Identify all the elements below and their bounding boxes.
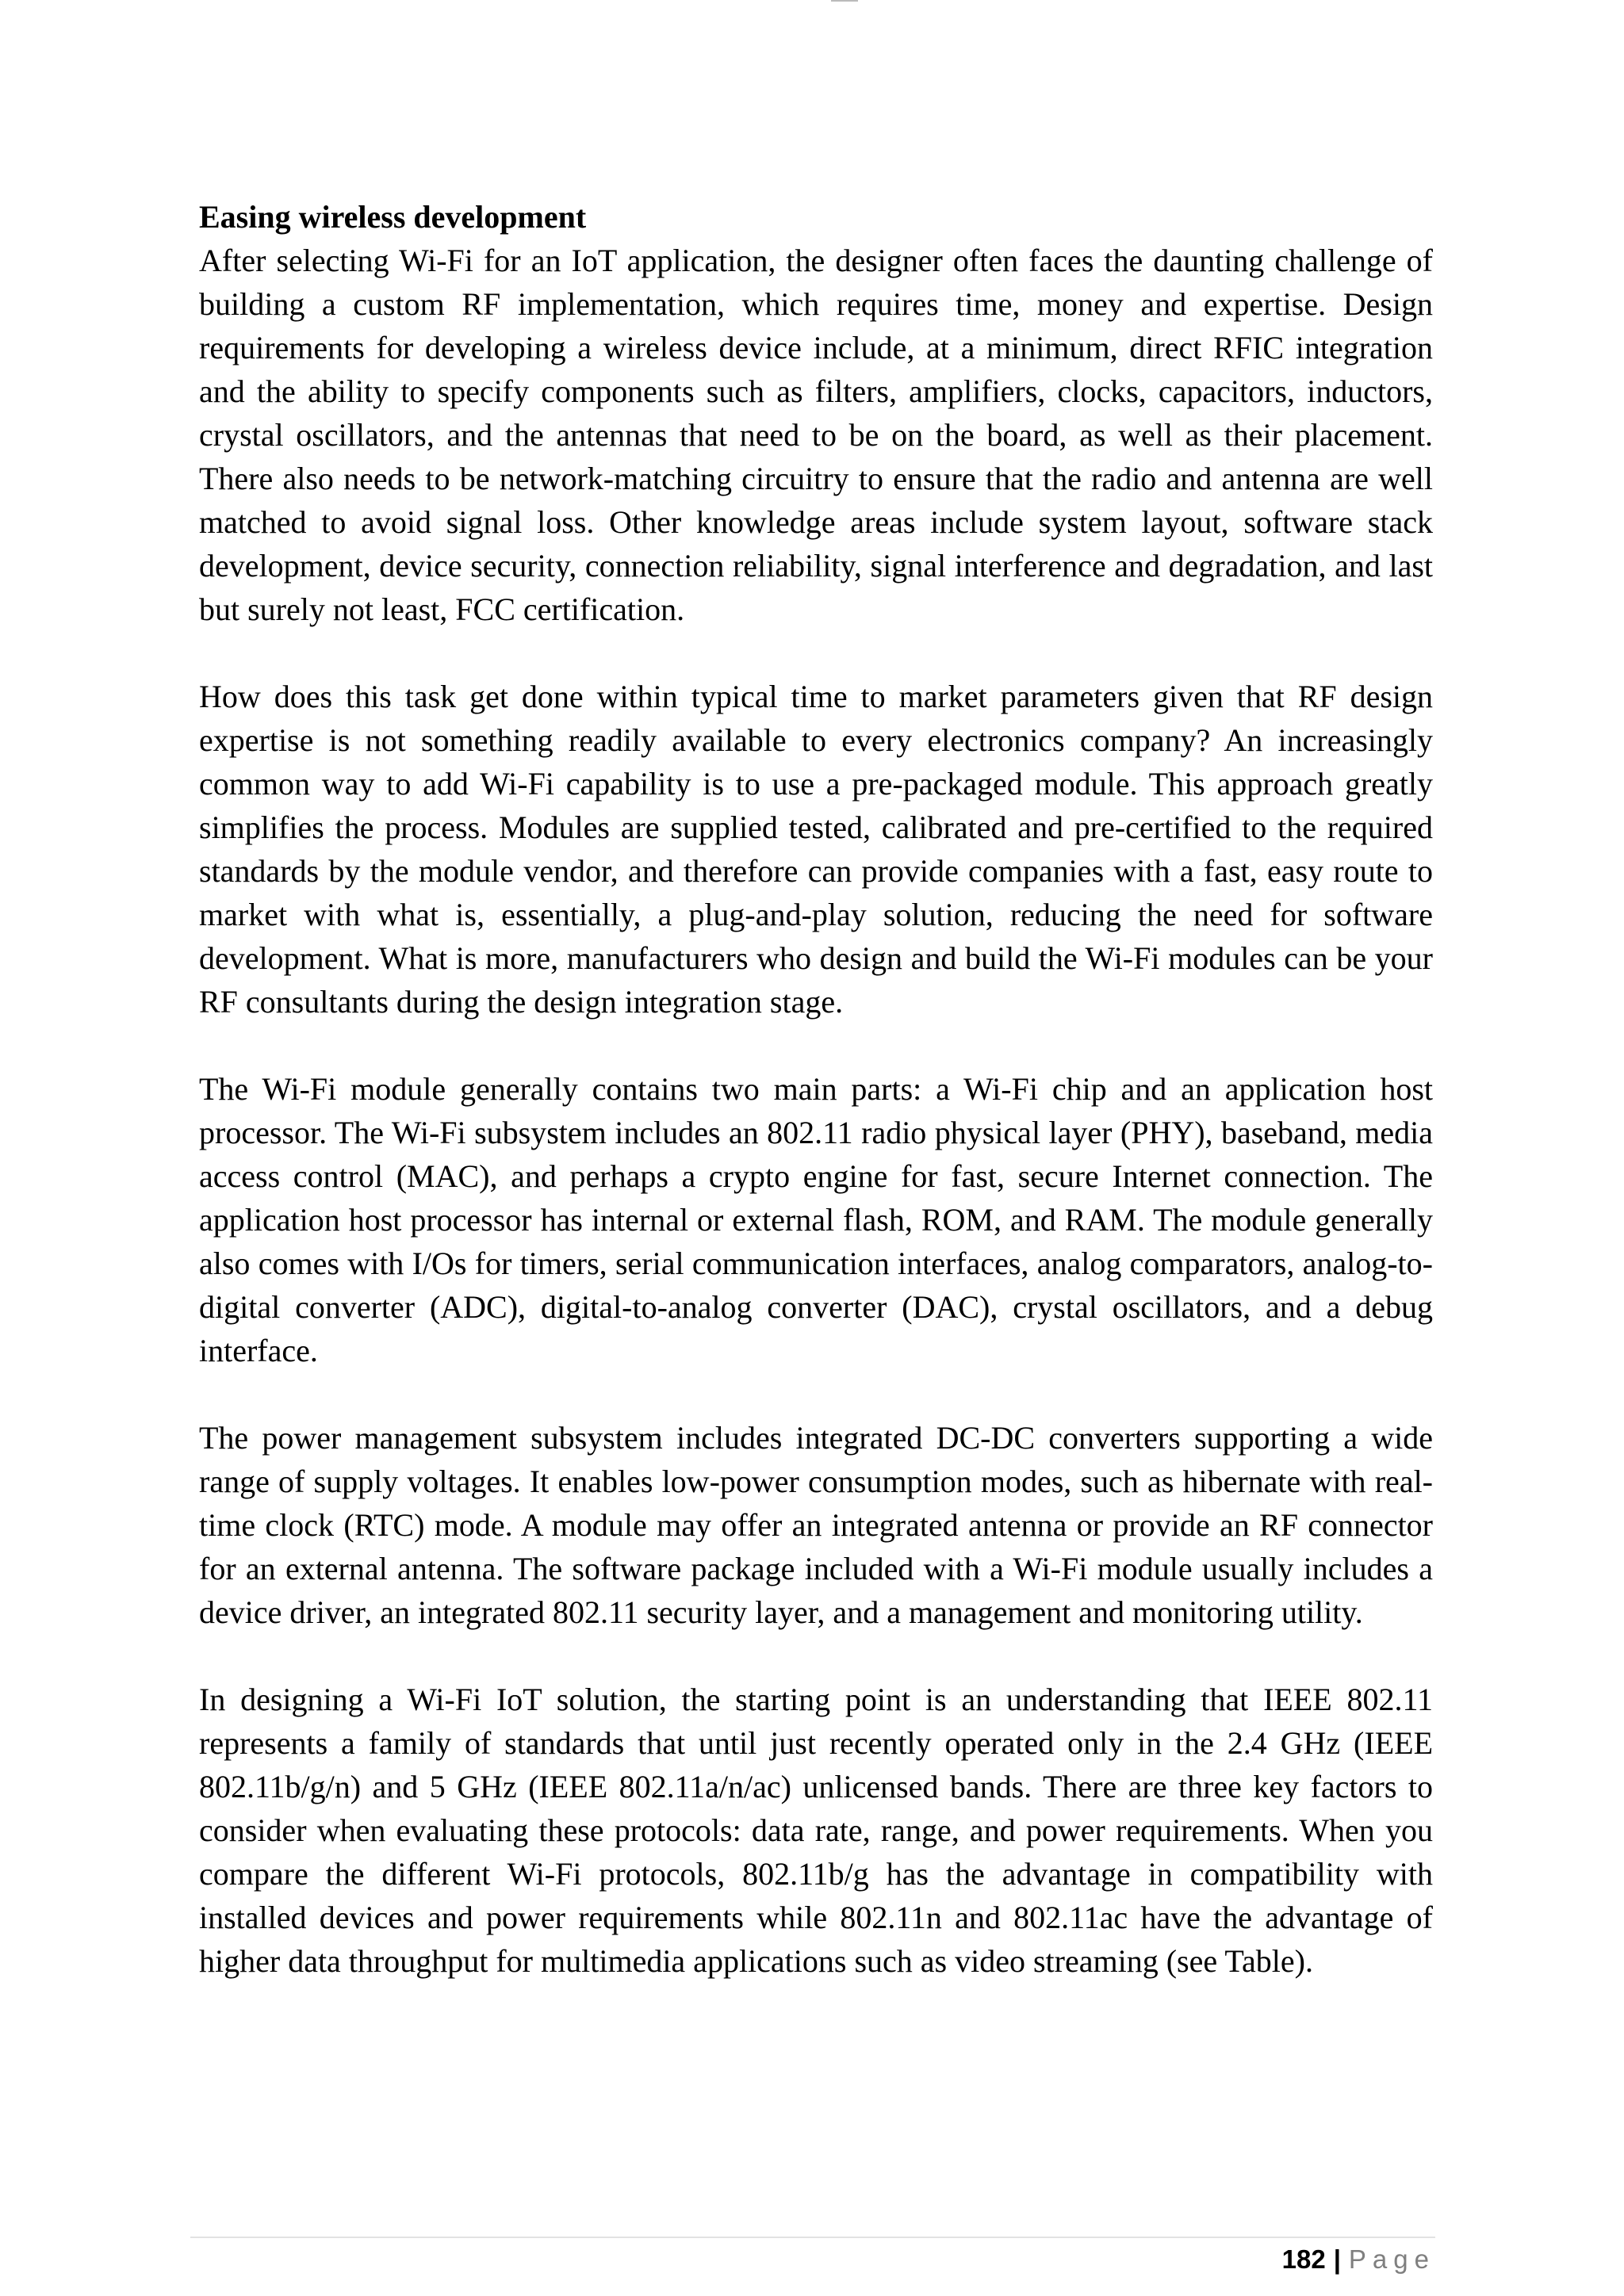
section-heading: Easing wireless development xyxy=(199,199,587,235)
footer-divider xyxy=(190,2237,1435,2238)
header-mark xyxy=(831,0,858,2)
paragraph-5: In designing a Wi-Fi IoT solution, the starting point is an understanding that IEEE 802.11 represents a family of standards that until just recently operated only in the 2.4 GHz (IEEE 802.11b/g/n) and 5 GHz (IEEE 802.11a/n/ac) unlicensed bands. There are three key factors to consider when evaluating these protocols: data rate, range, and power requirements. When you compare the different Wi-Fi protocols, 802.11b/g has the advantage in compatibility with installed devices and power requirements while 802.11n and 802.11ac have the advantage of higher data throughput for multimedia applications such as video streaming (see Table). xyxy=(199,1682,1433,1979)
paragraph-4: The power management subsystem includes integrated DC-DC converters supporting a wide range of supply voltages. It enables low-power consumption modes, such as hibernate with real-time clock (RTC) mode. A module may offer an integrated antenna or provide an RF connector for an external antenna. The software package included with a Wi-Fi module usually includes a device driver, an integrated 802.11 security layer, and a management and monitoring utility. xyxy=(199,1420,1433,1630)
paragraph-2: How does this task get done within typical time to market parameters given that RF design expertise is not something readily available to every electronics company? An increasingly common way to add Wi-Fi capability is to use a pre-packaged module. This approach greatly simplifies the process. Modules are supplied tested, calibrated and pre-certified to the required standards by the module vendor, and therefore can provide companies with a fast, easy route to market with what is, essentially, a plug-and-play solution, reducing the need for software development. What is more, manufacturers who design and build the Wi-Fi modules can be your RF consultants during the design integration stage. xyxy=(199,679,1433,1020)
paragraph-3: The Wi-Fi module generally contains two main parts: a Wi-Fi chip and an application host processor. The Wi-Fi subsystem includes an 802.11 radio physical layer (PHY), baseband, media access control (MAC), and perhaps a crypto engine for fast, secure Internet connection. The application host processor has internal or external flash, ROM, and RAM. The module generally also comes with I/Os for timers, serial communication interfaces, analog comparators, analog-to-digital converter (ADC), digital-to-analog converter (DAC), crystal oscillators, and a debug interface. xyxy=(199,1071,1433,1368)
paragraph-1: After selecting Wi-Fi for an IoT application, the designer often faces the daunting challenge of building a custom RF implementation, which requires time, money and expertise. Design requirements for developing a wireless device include, at a minimum, direct RFIC integration and the ability to specify components such as filters, amplifiers, clocks, capacitors, inductors, crystal oscillators, and the antennas that need to be on the board, as well as their placement. There also needs to be network-matching circuitry to ensure that the radio and antenna are well matched to avoid signal loss. Other knowledge areas include system layout, software stack development, device security, connection reliability, signal interference and degradation, and last but surely not least, FCC certification. xyxy=(199,243,1433,627)
footer-separator: | xyxy=(1333,2244,1341,2274)
page-footer xyxy=(1282,2241,1435,2279)
page-label: Page xyxy=(1348,2244,1435,2274)
page-content xyxy=(199,195,1433,1983)
page-number: 182 xyxy=(1281,2244,1326,2274)
